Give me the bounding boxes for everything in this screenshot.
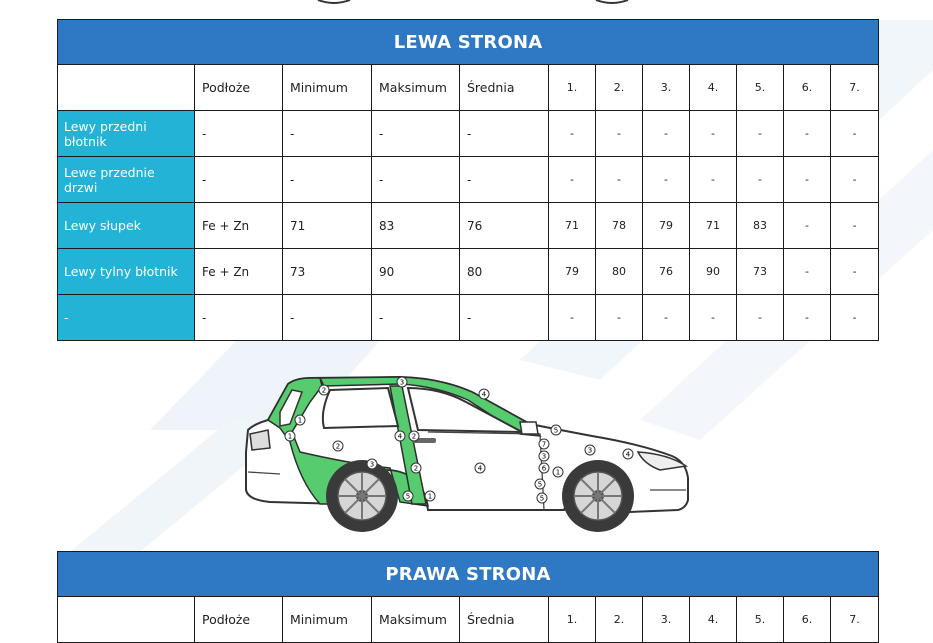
- cell-point-2: -: [596, 111, 643, 157]
- cell-point-4: -: [690, 157, 737, 203]
- header-maximum: Maksimum: [372, 597, 460, 643]
- table-header-row: [58, 65, 879, 111]
- marker-4b: [479, 389, 489, 399]
- marker-2c: [411, 463, 421, 473]
- marker-1b: [295, 415, 305, 425]
- cell-point-1: -: [549, 295, 596, 341]
- cell-point-1: 71: [549, 203, 596, 249]
- cell-point-3: 76: [643, 249, 690, 295]
- svg-text:5: 5: [553, 426, 559, 435]
- svg-text:3: 3: [587, 446, 593, 455]
- cell-minimum: -: [283, 295, 372, 341]
- cell-point-4: 90: [690, 249, 737, 295]
- rear-wheel: [326, 460, 398, 532]
- cell-point-6: -: [784, 203, 831, 249]
- svg-text:4: 4: [477, 464, 483, 473]
- table-title-row: [58, 552, 879, 597]
- cell-point-2: -: [596, 157, 643, 203]
- marker-6: [539, 463, 549, 473]
- marker-3d: [539, 451, 549, 461]
- svg-text:5: 5: [537, 480, 543, 489]
- table-row: [58, 203, 879, 249]
- header-cell-empty: [58, 597, 195, 643]
- cell-point-5: -: [737, 111, 784, 157]
- cell-point-1: 79: [549, 249, 596, 295]
- cell-minimum: 73: [283, 249, 372, 295]
- marker-5d: [535, 479, 545, 489]
- marker-1: [285, 431, 295, 441]
- marker-3c: [585, 445, 595, 455]
- cell-point-4: 71: [690, 203, 737, 249]
- marker-4c: [475, 463, 485, 473]
- svg-text:7: 7: [541, 440, 547, 449]
- cell-average: -: [460, 111, 549, 157]
- header-point-2: 2.: [596, 65, 643, 111]
- cell-point-6: -: [784, 111, 831, 157]
- car-left-side-diagram: [240, 372, 695, 540]
- table-row: [58, 249, 879, 295]
- left-side-table: [57, 19, 879, 341]
- header-point-6: 6.: [784, 65, 831, 111]
- svg-text:3: 3: [369, 460, 375, 469]
- svg-text:1: 1: [287, 432, 293, 441]
- header-point-6: 6.: [784, 597, 831, 643]
- marker-4d: [623, 449, 633, 459]
- header-average: Średnia: [460, 65, 549, 111]
- front-wheel: [562, 460, 634, 532]
- right-side-table: [57, 551, 879, 643]
- header-point-3: 3.: [643, 65, 690, 111]
- row-label: Lewy przedni błotnik: [58, 111, 195, 157]
- car-illustration: [240, 372, 695, 540]
- cell-substrate: -: [195, 295, 283, 341]
- cell-point-7: -: [831, 249, 879, 295]
- cell-point-5: 83: [737, 203, 784, 249]
- cell-minimum: -: [283, 111, 372, 157]
- svg-text:5: 5: [405, 492, 411, 501]
- svg-text:3: 3: [399, 378, 405, 387]
- svg-text:5: 5: [539, 494, 545, 503]
- marker-7: [539, 439, 549, 449]
- left-side-title: LEWA STRONA: [58, 20, 879, 65]
- marker-2: [319, 385, 329, 395]
- header-point-7: 7.: [831, 597, 879, 643]
- table-row: [58, 157, 879, 203]
- marker-2b: [333, 441, 343, 451]
- cell-maximum: 90: [372, 249, 460, 295]
- svg-text:2: 2: [411, 432, 417, 441]
- cell-point-7: -: [831, 203, 879, 249]
- svg-text:3: 3: [541, 452, 547, 461]
- cell-point-1: -: [549, 111, 596, 157]
- row-label: Lewy tylny błotnik: [58, 249, 195, 295]
- cell-point-6: -: [784, 157, 831, 203]
- cell-point-2: -: [596, 295, 643, 341]
- marker-1c: [425, 491, 435, 501]
- cell-substrate: Fe + Zn: [195, 203, 283, 249]
- cell-average: 80: [460, 249, 549, 295]
- header-minimum: Minimum: [283, 65, 372, 111]
- previous-diagram-wheels: [0, 0, 933, 6]
- cell-substrate: -: [195, 157, 283, 203]
- marker-5c: [537, 493, 547, 503]
- cell-point-3: -: [643, 295, 690, 341]
- header-point-7: 7.: [831, 65, 879, 111]
- cell-point-6: -: [784, 249, 831, 295]
- header-point-5: 5.: [737, 65, 784, 111]
- svg-text:1: 1: [555, 468, 561, 477]
- table-row: [58, 295, 879, 341]
- row-label: Lewe przednie drzwi: [58, 157, 195, 203]
- header-point-4: 4.: [690, 597, 737, 643]
- header-point-5: 5.: [737, 597, 784, 643]
- cell-point-3: -: [643, 157, 690, 203]
- marker-3: [367, 459, 377, 469]
- cell-point-4: -: [690, 295, 737, 341]
- cell-point-5: 73: [737, 249, 784, 295]
- header-average: Średnia: [460, 597, 549, 643]
- cell-point-5: -: [737, 157, 784, 203]
- cell-point-3: 79: [643, 203, 690, 249]
- cell-minimum: -: [283, 157, 372, 203]
- header-point-4: 4.: [690, 65, 737, 111]
- table-header-row: [58, 597, 879, 643]
- svg-text:4: 4: [625, 450, 631, 459]
- svg-text:4: 4: [481, 390, 487, 399]
- right-side-title: PRAWA STRONA: [58, 552, 879, 597]
- marker-4: [395, 431, 405, 441]
- header-maximum: Maksimum: [372, 65, 460, 111]
- cell-average: -: [460, 157, 549, 203]
- cell-point-3: -: [643, 111, 690, 157]
- svg-text:2: 2: [413, 464, 419, 473]
- header-cell-empty: [58, 65, 195, 111]
- rear-side-window: [323, 388, 398, 428]
- side-mirror: [520, 422, 538, 434]
- svg-text:2: 2: [335, 442, 341, 451]
- cell-point-7: -: [831, 157, 879, 203]
- header-point-1: 1.: [549, 65, 596, 111]
- header-point-3: 3.: [643, 597, 690, 643]
- marker-2d: [409, 431, 419, 441]
- header-substrate: Podłoże: [195, 597, 283, 643]
- table-row: [58, 111, 879, 157]
- marker-3b: [397, 377, 407, 387]
- taillight: [250, 430, 270, 450]
- svg-text:4: 4: [397, 432, 403, 441]
- cell-average: 76: [460, 203, 549, 249]
- table-title-row: [58, 20, 879, 65]
- cell-average: -: [460, 295, 549, 341]
- header-point-2: 2.: [596, 597, 643, 643]
- cell-point-7: -: [831, 111, 879, 157]
- cell-point-4: -: [690, 111, 737, 157]
- cell-point-6: -: [784, 295, 831, 341]
- row-label: Lewy słupek: [58, 203, 195, 249]
- cell-point-1: -: [549, 157, 596, 203]
- cell-substrate: -: [195, 111, 283, 157]
- marker-5b: [551, 425, 561, 435]
- cell-maximum: -: [372, 295, 460, 341]
- marker-5: [403, 491, 413, 501]
- svg-text:2: 2: [321, 386, 327, 395]
- svg-text:1: 1: [297, 416, 303, 425]
- cell-point-5: -: [737, 295, 784, 341]
- cell-point-2: 78: [596, 203, 643, 249]
- cell-maximum: -: [372, 157, 460, 203]
- cell-point-2: 80: [596, 249, 643, 295]
- cell-substrate: Fe + Zn: [195, 249, 283, 295]
- marker-1d: [553, 467, 563, 477]
- cell-point-7: -: [831, 295, 879, 341]
- row-label: -: [58, 295, 195, 341]
- cell-maximum: -: [372, 111, 460, 157]
- header-substrate: Podłoże: [195, 65, 283, 111]
- svg-text:1: 1: [427, 492, 433, 501]
- header-minimum: Minimum: [283, 597, 372, 643]
- svg-text:6: 6: [541, 464, 547, 473]
- cell-minimum: 71: [283, 203, 372, 249]
- header-point-1: 1.: [549, 597, 596, 643]
- cell-maximum: 83: [372, 203, 460, 249]
